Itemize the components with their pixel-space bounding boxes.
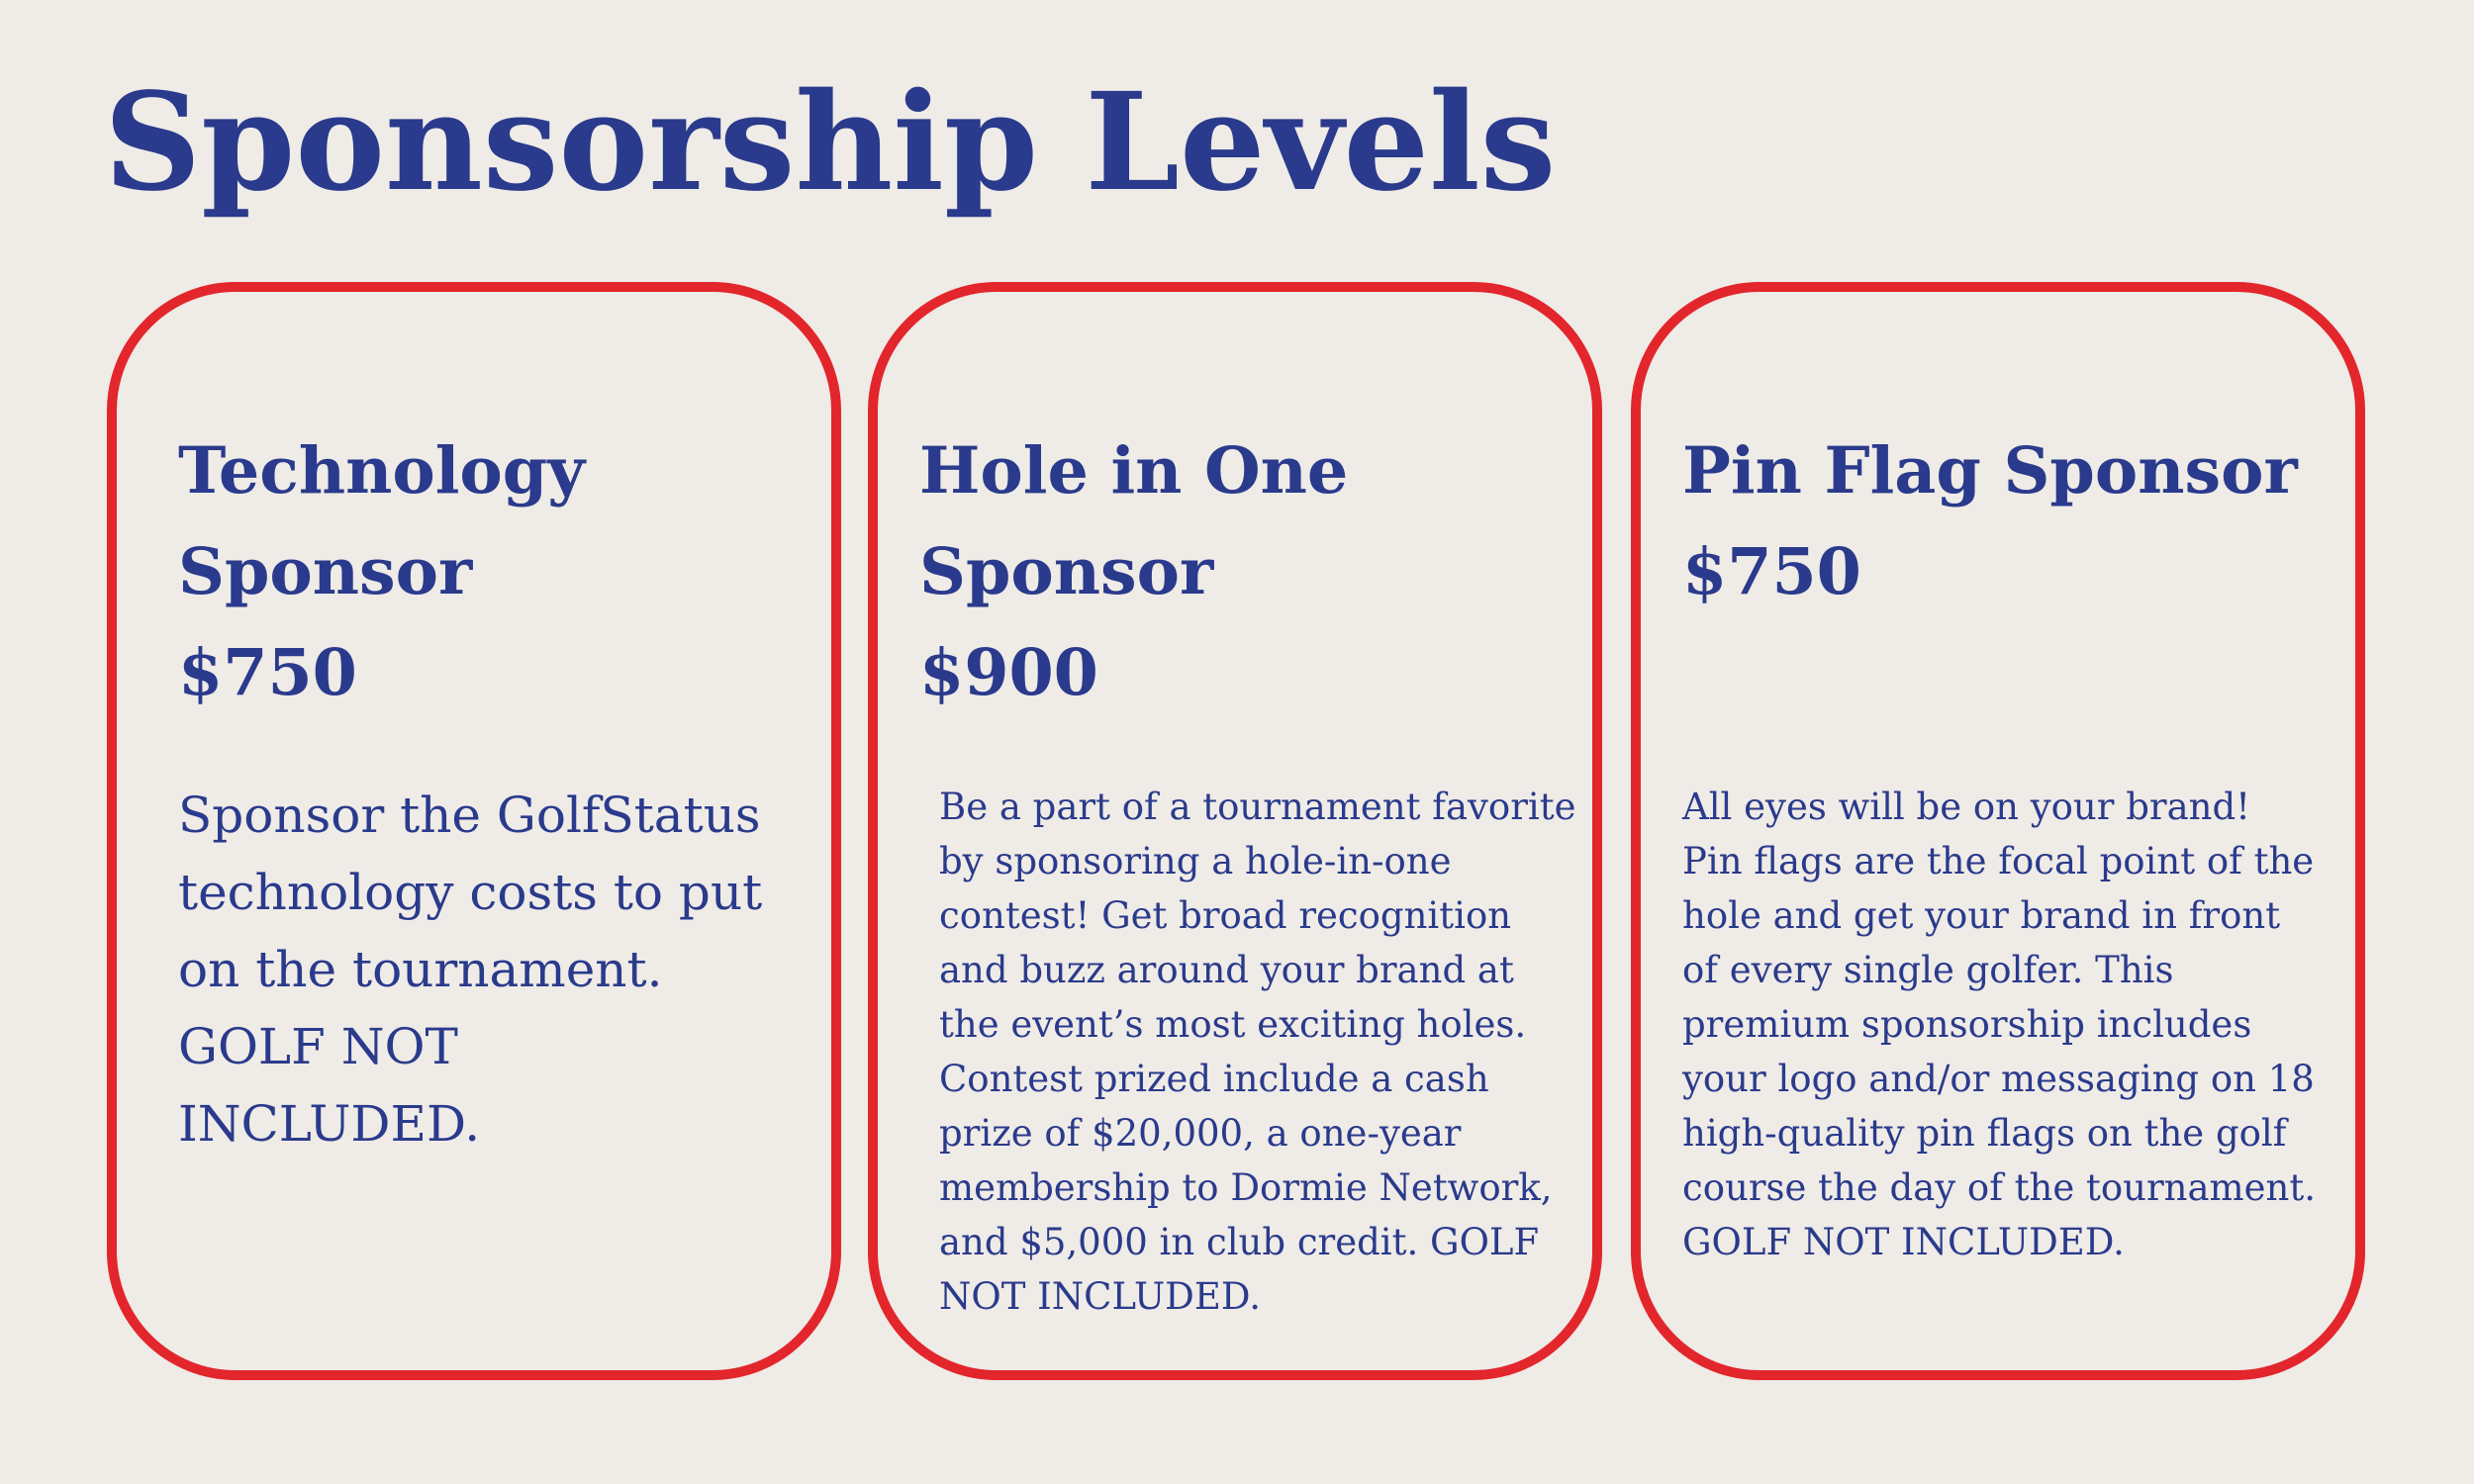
card-description: Be a part of a tournament favorite by sponsoring a hole-in-one contest! Get broad recognition and buzz around your brand at the event’s most exciting holes. Contest prized include a cash prize of $20,000, a one-year membership to Dormie Network, and $5,000 in club credit. GOLF NOT INCLUDED. [939, 786, 1576, 1318]
card-title-line: Sponsor [178, 534, 473, 609]
card-title-line: Hole in One [919, 433, 1349, 509]
card-title-line: Sponsor [919, 534, 1214, 609]
sponsorship-card-pin-flag [1631, 282, 2365, 1380]
page-title: Sponsorship Levels [104, 63, 1557, 222]
card-description: All eyes will be on your brand! Pin flags are the focal point of the hole and get your brand in front of every single golfer. This premium sponsorship includes your logo and/or messaging on 18 high-quality pin flags on the golf course the day of the tournament. GOLF NOT INCLUDED. [1682, 786, 2317, 1263]
card-heading [919, 420, 1348, 723]
card-title-line: Pin Flag Sponsor [1682, 433, 2298, 509]
card-heading [1682, 420, 2298, 622]
sponsorship-card-technology [107, 282, 841, 1380]
card-heading [178, 420, 585, 723]
card-price: $750 [1682, 534, 1861, 609]
card-description: Sponsor the GolfStatus technology costs to put on the tournament. GOLF NOT INCLUDED. [178, 787, 763, 1153]
card-title-line: Technology [178, 433, 585, 509]
card-price: $900 [919, 635, 1098, 710]
sponsorship-card-hole-in-one [868, 282, 1602, 1380]
card-price: $750 [178, 635, 357, 710]
